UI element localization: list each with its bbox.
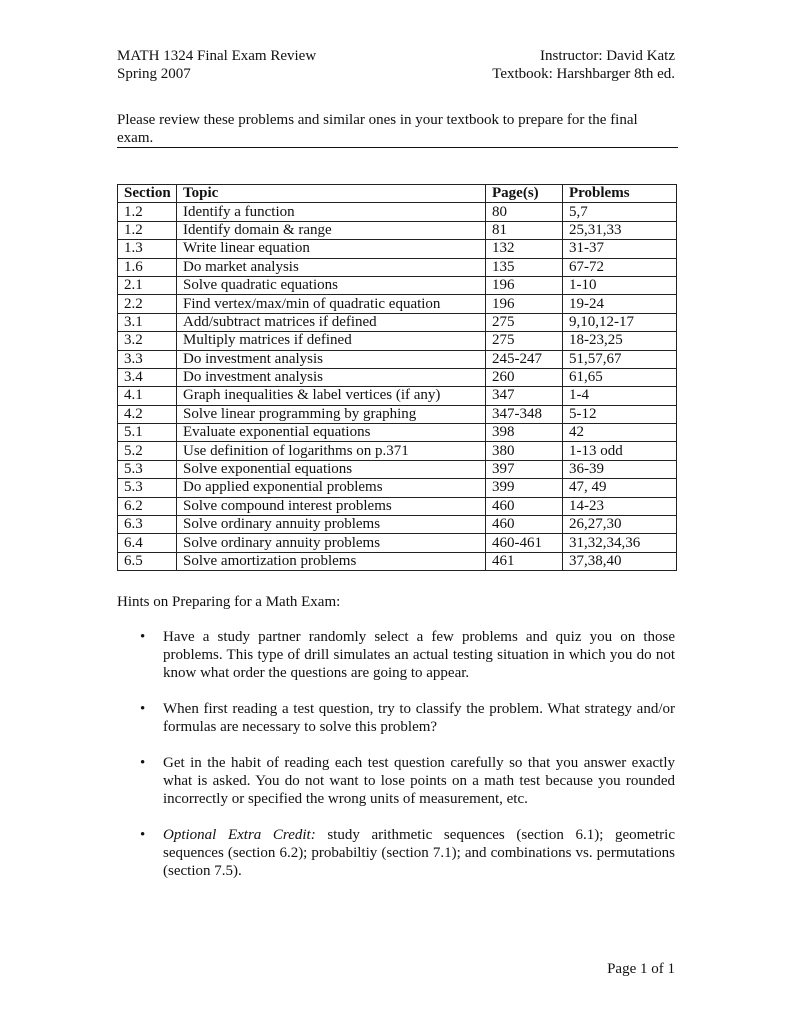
cell-topic: Identify a function [177,203,486,221]
cell-problems: 47, 49 [563,479,677,497]
intro-paragraph: Please review these problems and similar ones in your textbook to prepare for the final exam. [117,112,638,146]
cell-problems: 1-4 [563,387,677,405]
cell-pages: 460-461 [486,534,563,552]
cell-problems: 25,31,33 [563,221,677,239]
cell-section: 3.1 [118,313,177,331]
bullet-icon: • [140,755,146,771]
table-row [118,295,677,313]
table-row [118,442,677,460]
cell-pages: 275 [486,313,563,331]
table-row [118,405,677,423]
list-item-text [163,700,679,736]
table-row [118,258,677,276]
cell-topic: Solve ordinary annuity problems [177,516,486,534]
column-header-section: Section [118,185,177,203]
cell-pages: 380 [486,442,563,460]
bullet-icon: • [140,827,146,843]
cell-section: 2.1 [118,276,177,294]
cell-pages: 461 [486,552,563,570]
column-header-problems: Problems [563,185,677,203]
cell-section: 6.5 [118,552,177,570]
cell-pages: 132 [486,240,563,258]
table-row [118,332,677,350]
cell-problems: 51,57,67 [563,350,677,368]
list-item-body: Get in the habit of reading each test question carefully so that you answer exactly what is asked. You do not want to lose points on a math test because you rounded incorrectly or specified the wrong units of measurement, etc. [163,755,679,807]
column-header-topic: Topic [177,185,486,203]
cell-section: 1.3 [118,240,177,258]
divider [117,147,678,148]
cell-section: 6.3 [118,516,177,534]
cell-topic: Solve quadratic equations [177,276,486,294]
cell-section: 3.3 [118,350,177,368]
table-row [118,460,677,478]
cell-pages: 275 [486,332,563,350]
cell-pages: 196 [486,295,563,313]
cell-problems: 26,27,30 [563,516,677,534]
table-row [118,552,677,570]
table-row [118,203,677,221]
cell-topic: Solve amortization problems [177,552,486,570]
cell-pages: 398 [486,424,563,442]
cell-pages: 196 [486,276,563,294]
cell-section: 5.1 [118,424,177,442]
cell-section: 3.2 [118,332,177,350]
cell-section: 6.4 [118,534,177,552]
table-row [118,497,677,515]
list-item-body: When first reading a test question, try to classify the problem. What strategy and/or formulas are necessary to solve this problem? [163,701,679,735]
cell-topic: Do applied exponential problems [177,479,486,497]
cell-pages: 81 [486,221,563,239]
cell-pages: 347-348 [486,405,563,423]
list-item-body: study arithmetic sequences (section 6.1); geometric sequences (section 6.2); probabiltiy (section 7.1); and combinations vs. permutations (section 7.5). [163,827,679,879]
cell-problems: 1-10 [563,276,677,294]
list-item-text [163,628,679,682]
cell-topic: Evaluate exponential equations [177,424,486,442]
cell-topic: Find vertex/max/min of quadratic equation [177,295,486,313]
table-row [118,424,677,442]
cell-problems: 31,32,34,36 [563,534,677,552]
cell-topic: Multiply matrices if defined [177,332,486,350]
cell-problems: 5-12 [563,405,677,423]
cell-section: 6.2 [118,497,177,515]
cell-topic: Solve compound interest problems [177,497,486,515]
cell-topic: Identify domain & range [177,221,486,239]
table-row [118,516,677,534]
cell-problems: 67-72 [563,258,677,276]
list-item-text [163,826,679,880]
cell-problems: 9,10,12-17 [563,313,677,331]
table-row [118,313,677,331]
cell-problems: 37,38,40 [563,552,677,570]
table-row [118,387,677,405]
cell-section: 1.6 [118,258,177,276]
cell-pages: 80 [486,203,563,221]
cell-pages: 260 [486,368,563,386]
cell-topic: Solve ordinary annuity problems [177,534,486,552]
cell-section: 5.3 [118,479,177,497]
header-row-1 [117,47,675,65]
table-row [118,240,677,258]
table-header-row [118,185,677,203]
cell-problems: 42 [563,424,677,442]
table-row [118,350,677,368]
table-row [118,534,677,552]
instructor-name: Instructor: David Katz [540,48,675,64]
column-header-pages: Page(s) [486,185,563,203]
cell-section: 3.4 [118,368,177,386]
cell-pages: 397 [486,460,563,478]
table-body [118,203,677,571]
cell-topic: Use definition of logarithms on p.371 [177,442,486,460]
table-row [118,368,677,386]
cell-section: 4.1 [118,387,177,405]
list-item-text [163,754,679,808]
cell-topic: Add/subtract matrices if defined [177,313,486,331]
cell-problems: 1-13 odd [563,442,677,460]
list-item [117,826,679,880]
hints-title: Hints on Preparing for a Math Exam: [117,594,341,610]
table-row [118,221,677,239]
table-row [118,276,677,294]
textbook: Textbook: Harshbarger 8th ed. [492,66,675,82]
page-number: Page 1 of 1 [607,961,675,977]
cell-topic: Solve linear programming by graphing [177,405,486,423]
cell-section: 1.2 [118,221,177,239]
cell-problems: 36-39 [563,460,677,478]
table-row [118,479,677,497]
cell-topic: Do market analysis [177,258,486,276]
cell-section: 4.2 [118,405,177,423]
list-item [117,754,679,808]
cell-section: 1.2 [118,203,177,221]
list-item [117,628,679,682]
term: Spring 2007 [117,66,191,82]
cell-topic: Solve exponential equations [177,460,486,478]
bullet-icon: • [140,701,146,717]
course-title: MATH 1324 Final Exam Review [117,48,317,64]
cell-topic: Do investment analysis [177,350,486,368]
cell-pages: 399 [486,479,563,497]
bullet-icon: • [140,629,146,645]
cell-problems: 14-23 [563,497,677,515]
cell-problems: 18-23,25 [563,332,677,350]
cell-problems: 19-24 [563,295,677,313]
list-item [117,700,679,736]
cell-section: 2.2 [118,295,177,313]
cell-pages: 460 [486,497,563,515]
cell-pages: 135 [486,258,563,276]
cell-pages: 460 [486,516,563,534]
list-item-lead: Optional Extra Credit: [163,827,316,843]
header-row-2 [117,65,675,83]
cell-pages: 347 [486,387,563,405]
cell-topic: Do investment analysis [177,368,486,386]
cell-pages: 245-247 [486,350,563,368]
cell-section: 5.2 [118,442,177,460]
cell-problems: 31-37 [563,240,677,258]
cell-problems: 5,7 [563,203,677,221]
cell-topic: Graph inequalities & label vertices (if any) [177,387,486,405]
list-item-body: Have a study partner randomly select a few problems and quiz you on those problems. This type of drill simulates an actual testing situation in which you do not know what order the questions are going to appear. [163,629,679,681]
problems-table [117,184,677,571]
hints-list [117,628,679,898]
cell-topic: Write linear equation [177,240,486,258]
cell-section: 5.3 [118,460,177,478]
cell-problems: 61,65 [563,368,677,386]
